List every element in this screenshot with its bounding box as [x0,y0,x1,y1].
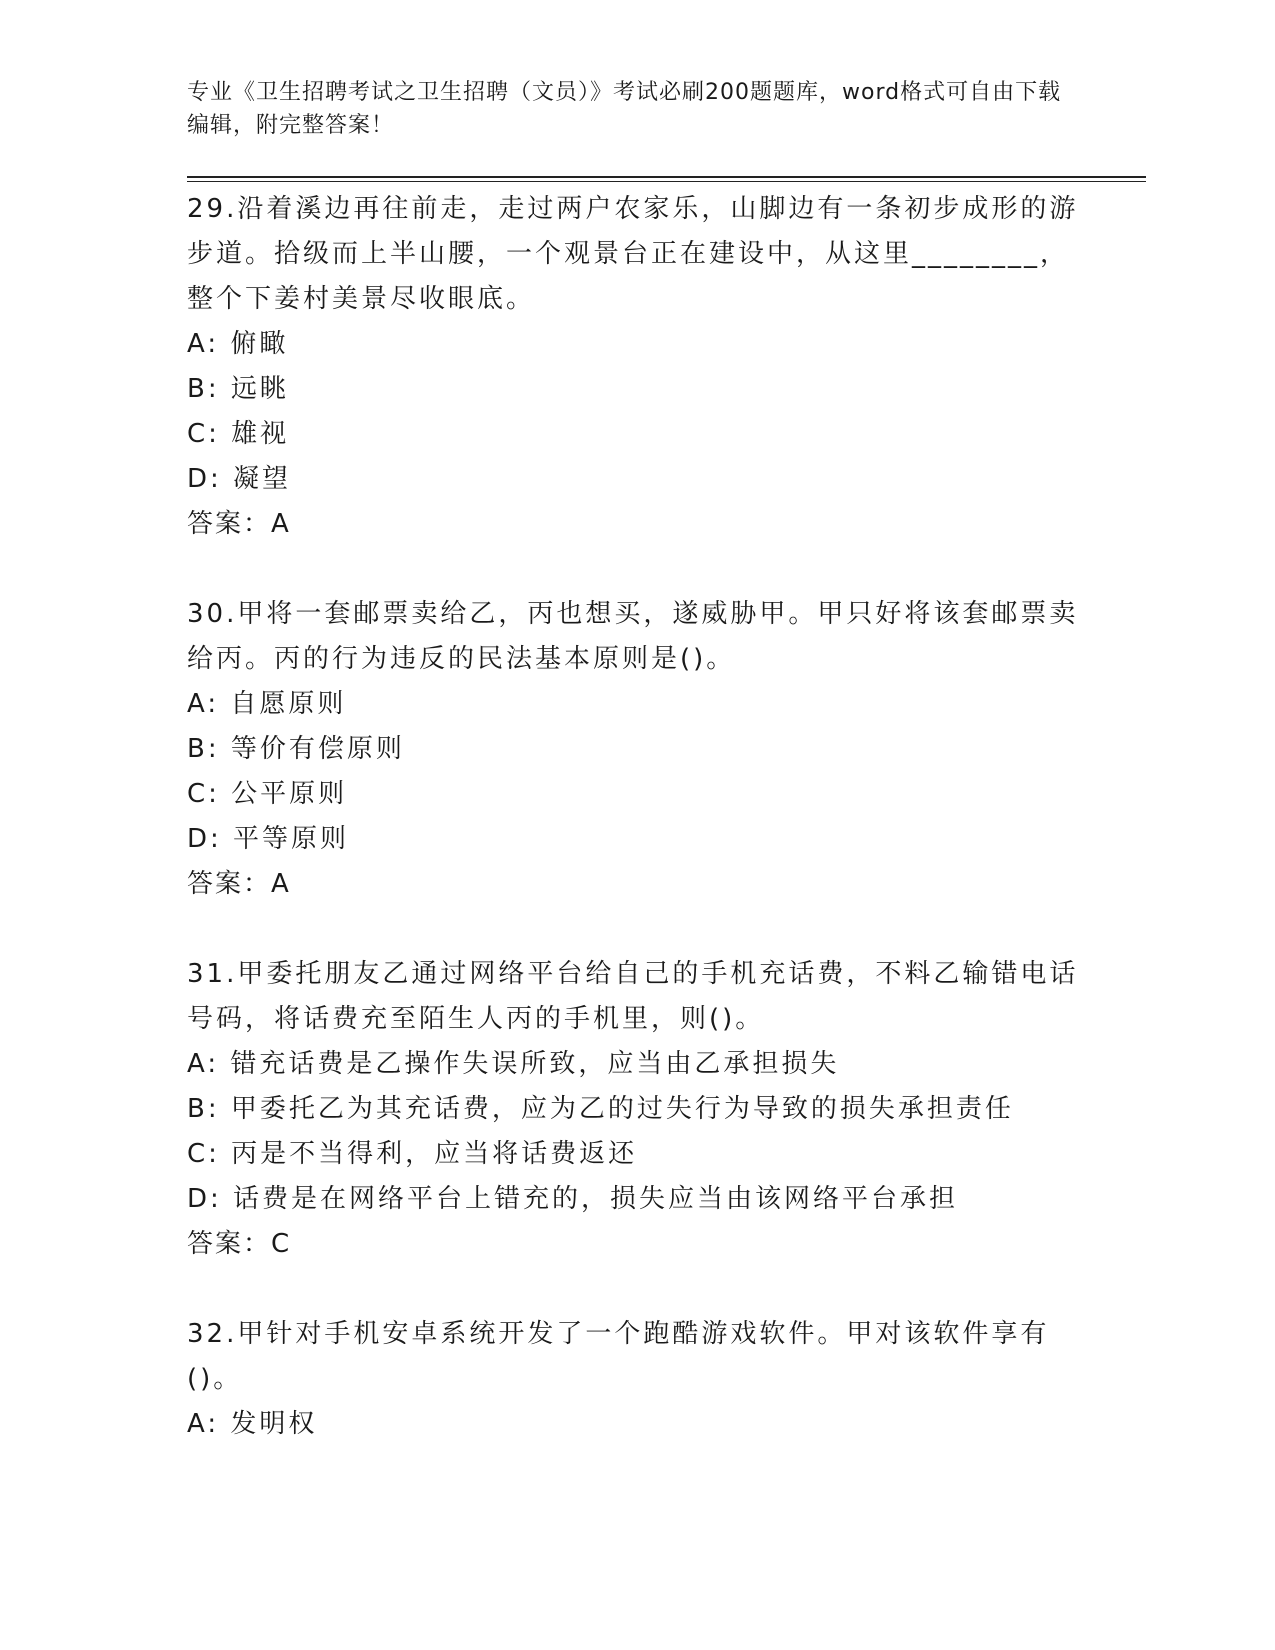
question-stem: 30.甲将一套邮票卖给乙，丙也想买，遂威胁甲。甲只好将该套邮票卖给丙。丙的行为违反的民法基本原则是()。 [187,599,1079,674]
answer-value: A [271,869,291,899]
answer-label: 答案： [187,869,272,899]
option-d: D: 话费是在网络平台上错充的，损失应当由该网络平台承担 [187,1184,959,1214]
question-stem: 29.沿着溪边再往前走，走过两户农家乐，山脚边有一条初步成形的游步道。拾级而上半山腰，一个观景台正在建设中，从这里________，整个下姜村美景尽收眼底。 [187,194,1079,314]
option-c: C: 公平原则 [187,779,348,809]
question-stem: 32.甲针对手机安卓系统开发了一个跑酷游戏软件。甲对该软件享有()。 [187,1319,1050,1394]
option-a: A: 自愿原则 [187,689,347,719]
answer-line [187,502,1087,547]
option-a: A: 俯瞰 [187,329,289,359]
option-a: A: 错充话费是乙操作失误所致，应当由乙承担损失 [187,1049,840,1079]
answer-line [187,1222,1087,1267]
document-header: 专业《卫生招聘考试之卫生招聘（文员）》考试必刷200题题库，word格式可自由下载编辑，附完整答案！ [187,80,1062,138]
header-rule-thin [187,181,1146,182]
option-b: B: 甲委托乙为其充话费，应为乙的过失行为导致的损失承担责任 [187,1094,1014,1124]
option-c: C: 雄视 [187,419,290,449]
option-b: B: 等价有偿原则 [187,734,405,764]
option-d: D: 凝望 [187,464,292,494]
answer-label: 答案： [187,1229,272,1259]
option-d: D: 平等原则 [187,824,350,854]
header-rule-thick [187,176,1146,178]
answer-label: 答案： [187,509,272,539]
question-list [187,187,1087,1492]
option-c: C: 丙是不当得利，应当将话费返还 [187,1139,638,1169]
question-29 [187,187,1087,547]
question-stem: 31.甲委托朋友乙通过网络平台给自己的手机充话费，不料乙输错电话号码，将话费充至陌生人丙的手机里，则()。 [187,959,1079,1034]
question-30 [187,592,1087,907]
answer-value: C [271,1229,292,1259]
question-31 [187,952,1087,1267]
option-b: B: 远眺 [187,374,289,404]
answer-line [187,862,1087,907]
option-a: A: 发明权 [187,1409,318,1439]
question-32 [187,1312,1087,1447]
answer-value: A [271,509,291,539]
